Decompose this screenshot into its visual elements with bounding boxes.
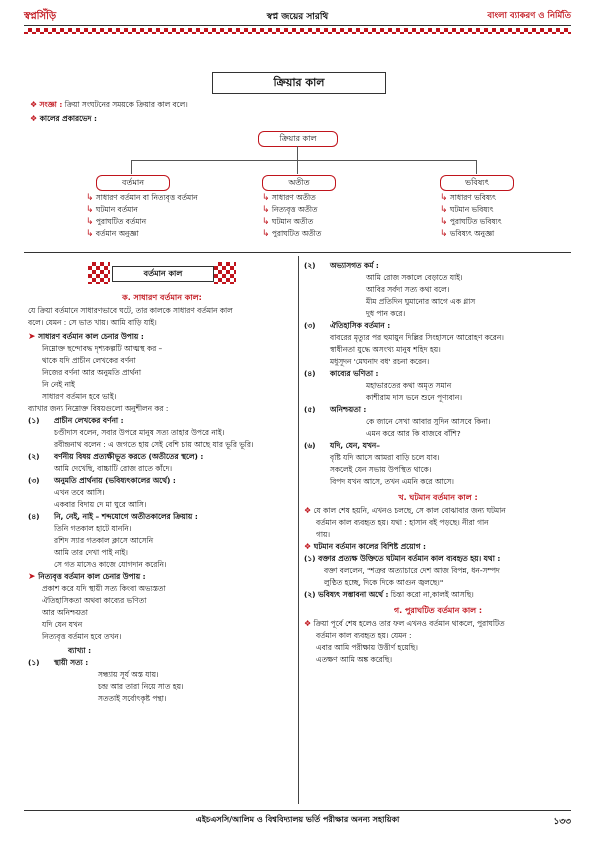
page-number: ১৩৩ bbox=[553, 817, 571, 827]
usage-2-label: (২) ভবিষ্যৎ সম্ভাবনা অর্থে : bbox=[304, 590, 389, 599]
text-line: আমি রোজ সকালে বেড়াতে যাই। bbox=[366, 273, 463, 282]
item-heading: কাব্যের ভণিতা : bbox=[330, 369, 379, 378]
text-line: আর অনিশ্চয়তা bbox=[42, 608, 88, 617]
list-item: ঘটমান অতীত bbox=[271, 217, 314, 226]
diagram-crossbar bbox=[131, 160, 476, 161]
column-divider bbox=[298, 256, 299, 804]
diamond-icon: ❖ bbox=[304, 542, 312, 551]
list-item: সাধারণ ভবিষ্যৎ bbox=[449, 193, 497, 202]
text-line: নিম্নোক্ত ছন্দোবদ্ধ দৃশ্যকল্পটি আত্মস্থ কর – bbox=[42, 344, 163, 353]
text-line: যে কাল শেষ হয়নি, এখনও চলছে, সে কাল বোঝাবার জন্য ঘটমান bbox=[313, 506, 506, 515]
text-line: কে জানে সেখা আবার সুদিন আসবে কিনা। bbox=[366, 417, 491, 426]
item-number: (১) bbox=[28, 658, 40, 667]
list-item: সাধারণ অতীত bbox=[271, 193, 316, 202]
text-line: বৃষ্টি যদি আসে আমরা বাড়ি চলে যাব। bbox=[330, 453, 440, 462]
header-pattern bbox=[24, 28, 571, 34]
diagram-root: ক্রিয়ার কাল bbox=[258, 131, 338, 147]
list-item: বর্তমান অনুজ্ঞা bbox=[95, 229, 139, 238]
item-number: (২) bbox=[28, 452, 40, 461]
text-line: সন্ধ্যায় সূর্য অস্ত যায়। bbox=[98, 670, 159, 679]
diamond-icon: ❖ bbox=[304, 506, 312, 515]
text-line: বলে। যেমন : সে ভাত খায়। আমি বাড়ি যাই। bbox=[28, 318, 157, 327]
item-number: (৫) bbox=[304, 405, 316, 414]
text-line: নিত্যবৃত্ত বর্তমান হবে তখন। bbox=[42, 632, 122, 641]
text-line: আবির সর্বদা সত্য কথা বলে। bbox=[366, 285, 450, 294]
page-footer bbox=[24, 814, 571, 828]
text-line: ক্রিয়া পূর্বে শেষ হলেও তার ফল এখনও বর্তমান থাকলে, পুরাঘটিত bbox=[313, 619, 505, 628]
text-line: রবীন্দ্রনাথ বলেন : এ জগতে হায় সেই বেশি চায় আছে যার ভূরি ভূরি। bbox=[54, 440, 254, 449]
item-number: (৩) bbox=[304, 321, 316, 330]
list-item: পুরাঘটিত ভবিষ্যৎ bbox=[449, 217, 502, 226]
present-list: ↳ সাধারণ বর্তমান বা নিত্যবৃত্ত বর্তমান ↳ ঘটমান বর্তমান ↳ পুরাঘটিত বর্তমান ↳ বর্তমান অনুজ্ঞা bbox=[86, 193, 198, 239]
text-line: বর্তমান কাল ব্যবহৃত হয়। যেমন : bbox=[316, 631, 412, 640]
future-list: ↳ সাধারণ ভবিষ্যৎ ↳ ঘটমান ভবিষ্যৎ ↳ পুরাঘটিত ভবিষ্যৎ ↳ ভবিষ্যৎ অনুজ্ঞা bbox=[440, 193, 502, 239]
explanation-label: ব্যাখ্যা : bbox=[68, 646, 92, 655]
item-heading: প্রাচীন লেখকের বর্ণনা : bbox=[54, 416, 124, 425]
text-line: একবার বিদায় দে মা ঘুরে আসি। bbox=[54, 500, 147, 509]
text-line: গায়। bbox=[316, 530, 330, 539]
diagram-connector bbox=[476, 160, 477, 174]
footer-rule bbox=[24, 810, 571, 811]
ways-label: সাধারণ বর্তমান কাল চেনার উপায় : bbox=[38, 332, 144, 341]
past-list: ↳ সাধারণ অতীত ↳ নিত্যবৃত্ত অতীত ↳ ঘটমান অতীত ↳ পুরাঘটিত অতীত bbox=[262, 193, 322, 239]
text-line: এতক্ষণ আমি অঙ্ক করেছি। bbox=[316, 655, 392, 664]
item-heading: যদি, যেন, যখন– bbox=[330, 441, 380, 450]
item-number: (৩) bbox=[28, 476, 40, 485]
text-line: থাকে যদি প্রাচীন লেখকের বর্ণনা bbox=[42, 356, 136, 365]
text-line: চণ্ডীদাস বলেন, সবার উপরে মানুষ সত্য তাহার উপরে নাই। bbox=[54, 428, 225, 437]
item-heading: অনিশ্চয়তা : bbox=[330, 405, 367, 414]
text-line: বক্তা বললেন, "শত্রুর অত্যাচারে দেশ আজ বিপন্ন, ধন-সম্পদ bbox=[324, 566, 500, 575]
text-line: দুধ পান করে। bbox=[366, 309, 406, 318]
text-line: চন্দ্র আর তারা নিয়ে সাত হয়। bbox=[98, 682, 184, 691]
text-line: সে গত মাসেও কাজে যোগদান করেনি। bbox=[54, 560, 167, 569]
practice-line: ব্যাখার জন্য নিম্নোক্ত বিষয়গুলো অনুশীলন কর : bbox=[28, 404, 169, 413]
item-number: (৪) bbox=[304, 369, 316, 378]
text-line: তিনি গতকাল হাটে যাননি। bbox=[54, 524, 132, 533]
text-line: বর্তমান কাল ব্যবহৃত হয়। যথা : হাসান বই পড়ছে। নীরা গান bbox=[316, 518, 489, 527]
item-heading: ঐতিহাসিক বর্তমান : bbox=[330, 321, 391, 330]
item-number: (৪) bbox=[28, 512, 40, 521]
list-item: পুরাঘটিত অতীত bbox=[271, 229, 322, 238]
item-heading: নি, নেই, নাই – শব্দযোগে অতীতকালের ক্রিয়ায় : bbox=[54, 512, 198, 521]
diamond-icon: ❖ bbox=[304, 619, 312, 628]
usage-2-text: চিন্তা করো না,কালই আসছি। bbox=[390, 590, 474, 599]
text-line: যে ক্রিয়া বর্তমানে সাধারণভাবে ঘটে, তার কালকে সাধারণ বর্তমান কাল bbox=[28, 306, 233, 315]
branch-future: ভবিষ্যৎ bbox=[440, 175, 514, 191]
text-line: মধুসূদন 'মেঘনাদ বধ' রচনা করেন। bbox=[330, 357, 430, 366]
pattern-left bbox=[88, 262, 110, 284]
arrow-icon: ➤ bbox=[28, 332, 36, 342]
text-line: কাশীরাম দাস ভনে শুনে পূণ্যবান। bbox=[366, 393, 462, 402]
brand-name: স্বপ্নসিঁড়ি bbox=[24, 11, 57, 22]
item-number: (৬) bbox=[304, 441, 316, 450]
arrow-icon: ➤ bbox=[28, 572, 36, 582]
footer-text: এইচএসসি/আলিম ও বিশ্ববিদ্যালয় ভর্তি পরীক্ষার অনন্য সহায়িকা bbox=[195, 815, 400, 824]
left-column bbox=[28, 292, 296, 705]
text-line: ঐতিহাসিকতা অথবা কাব্যের ভণিতা bbox=[42, 596, 147, 605]
text-line: আমি তার দেখা পাই নাই। bbox=[54, 548, 128, 557]
text-line: মহাভারতের কথা অমৃত সমান bbox=[366, 381, 452, 390]
list-item: ঘটমান ভবিষ্যৎ bbox=[449, 205, 494, 214]
text-line: সততাই সর্বোৎকৃষ্ট পন্থা। bbox=[98, 694, 167, 703]
page-header bbox=[24, 6, 571, 24]
section-rule bbox=[24, 252, 571, 253]
text-line: বাবরের মৃত্যুর পর হুমায়ুন দিল্লির সিংহাসনে আরোহণ করেন। bbox=[330, 333, 504, 342]
item-number: (২) bbox=[304, 261, 316, 270]
nitya-label: নিত্যবৃত্ত বর্তমান কাল চেনার উপায় : bbox=[38, 572, 146, 581]
page-title: ক্রিয়ার কাল bbox=[212, 72, 386, 94]
branch-past: অতীত bbox=[262, 175, 336, 191]
diamond-icon: ❖ bbox=[30, 114, 38, 123]
right-column bbox=[304, 260, 572, 666]
list-item: ভবিষ্যৎ অনুজ্ঞা bbox=[449, 229, 495, 238]
text-line: রশিদ স্যার গতকাল ক্লাসে আসেনি bbox=[54, 536, 154, 545]
text-line: বিপদ যখন আসে, তখন এমনি করে আসে। bbox=[330, 477, 454, 486]
special-label: ঘটমান বর্তমান কালের বিশিষ্ট প্রয়োগ : bbox=[313, 542, 426, 551]
diagram-connector bbox=[131, 160, 132, 174]
text-line: প্রকাশ করে যদি স্থায়ী সত্য কিংবা অভ্যস্ততা bbox=[42, 584, 166, 593]
usage-1: (১) বক্তার প্রত্যক্ষ উক্তিতে ঘটমান বর্তমান কাল ব্যবহৃত হয়। যথা : bbox=[304, 554, 501, 563]
definition: ❖ সংজ্ঞা : ক্রিয়া সংঘটনের সময়কে ক্রিয়ার কাল বলে। bbox=[30, 100, 188, 109]
item-number: (১) bbox=[28, 416, 40, 425]
branch-present: বর্তমান bbox=[96, 175, 170, 191]
text-line: যদি যেন যখন bbox=[42, 620, 83, 629]
list-item: সাধারণ বর্তমান বা নিত্যবৃত্ত বর্তমান bbox=[95, 193, 198, 202]
section-title: বর্তমান কাল bbox=[112, 266, 214, 282]
text-line: এখন তবে আসি। bbox=[54, 488, 105, 497]
item-heading: বর্ণনীয় বিষয় প্রত্যক্ষীভূত করতে (অতীতের স্থলে) : bbox=[54, 452, 204, 461]
text-line: এবার আমি পরীক্ষায় উত্তীর্ণ হয়েছি। bbox=[316, 643, 418, 652]
text-line: আমি দেখেছি, বাচ্চাটি রোজ রাতে কাঁদে। bbox=[54, 464, 173, 473]
subheading-c: গ. পুরাঘটিত বর্তমান কাল : bbox=[393, 606, 483, 615]
text-line: মীম প্রতিদিন ঘুমানোর আগে এক গ্লাস bbox=[366, 297, 476, 306]
item-heading: স্থায়ী সত্য : bbox=[54, 658, 89, 667]
subheading-b: খ. ঘটমান বর্তমান কাল : bbox=[398, 493, 478, 502]
text-line: লুণ্ঠিত হচ্ছে, দিকে দিকে আগুন জ্বলছে।" bbox=[324, 578, 444, 587]
text-line: এমন করে আর কি বাজবে বাঁশি? bbox=[366, 429, 461, 438]
list-item: পুরাঘটিত বর্তমান bbox=[95, 217, 147, 226]
list-item: নিত্যবৃত্ত অতীত bbox=[271, 205, 318, 214]
diamond-icon: ❖ bbox=[30, 100, 38, 109]
text-line: নিজের বর্ণনা আর অনুমতি প্রার্থনা bbox=[42, 368, 141, 377]
text-line: নি নেই নাই bbox=[42, 380, 75, 389]
header-rule bbox=[24, 25, 571, 26]
item-heading: অনুমতি প্রার্থনায় (ভবিষ্যৎকালের অর্থে) : bbox=[54, 476, 176, 485]
subheading-a: ক. সাধারণ বর্তমান কাল: bbox=[122, 293, 202, 302]
book-title: বাংলা ব্যাকরণ ও নির্মিতি bbox=[487, 11, 571, 21]
header-tagline: স্বপ্ন জয়ের সারথি bbox=[266, 12, 329, 22]
pattern-right bbox=[214, 262, 236, 284]
text-line: সাধারণ বর্তমান হবে ভাই। bbox=[42, 392, 117, 401]
list-item: ঘটমান বর্তমান bbox=[95, 205, 138, 214]
text-line: স্বাধীনতা যুদ্ধে অসংখ্য মানুষ শহিদ হয়। bbox=[330, 345, 441, 354]
types-label: ❖ কালের প্রকারভেদ : bbox=[30, 114, 97, 123]
item-heading: অভ্যাসগত কর্ম : bbox=[330, 261, 379, 270]
text-line: সকলেই যেন সভায় উপস্থিত থাকে। bbox=[330, 465, 432, 474]
